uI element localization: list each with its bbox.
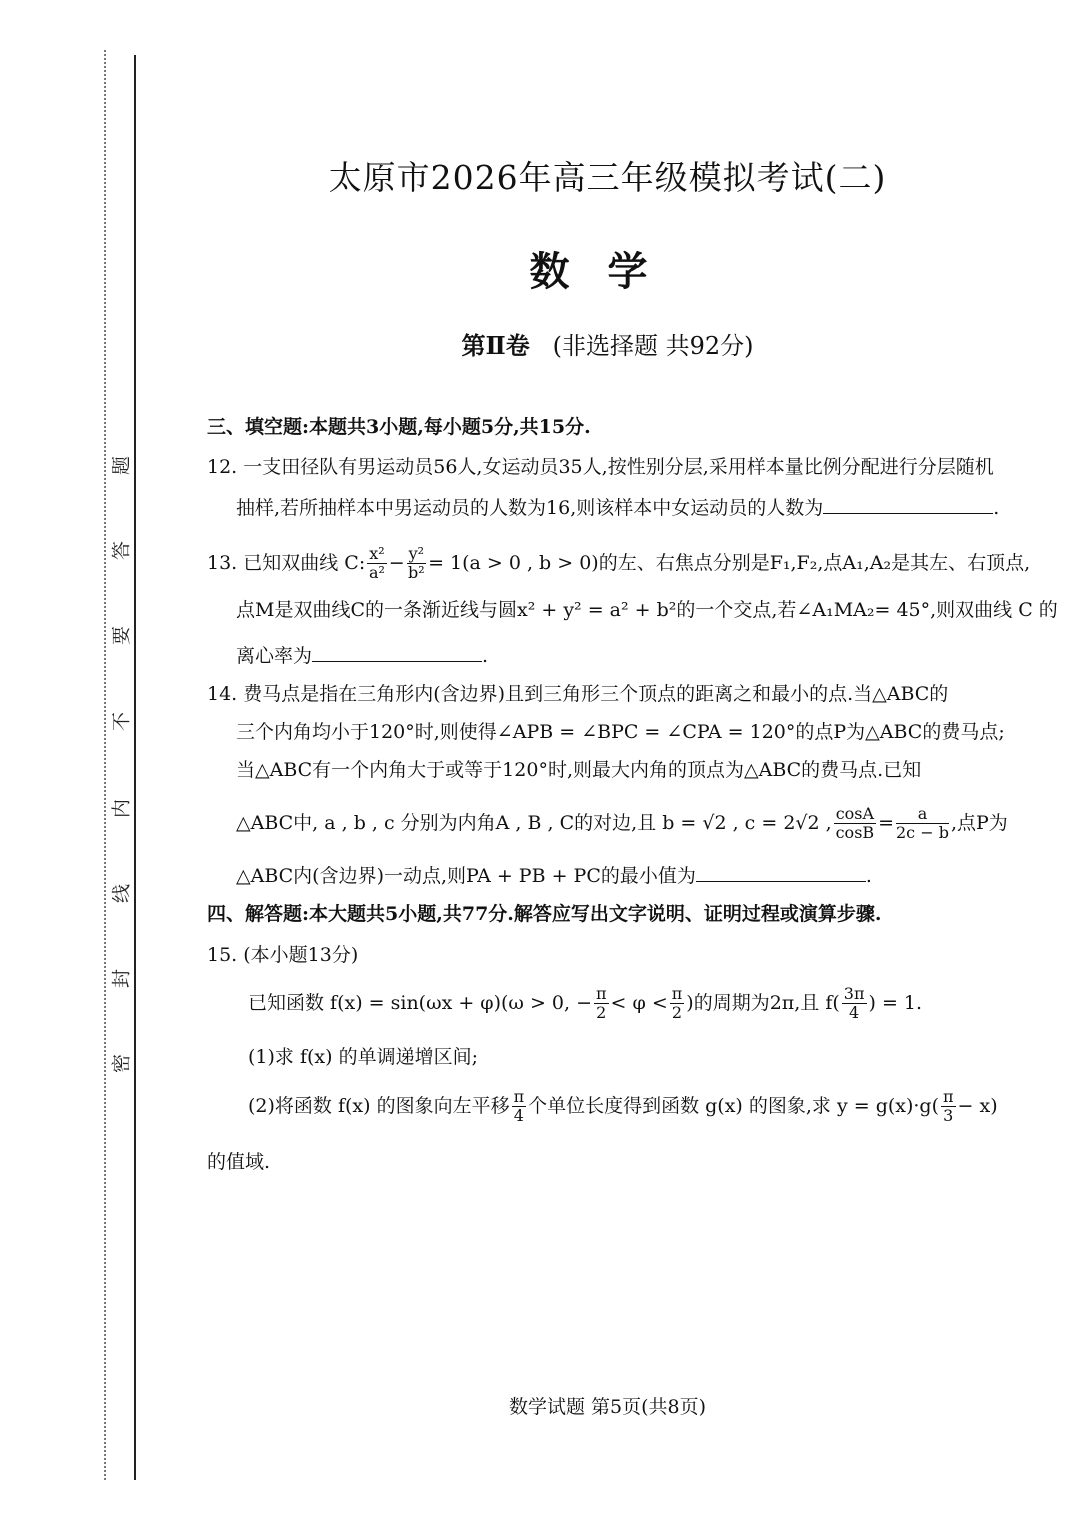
q15-stem — [248, 985, 922, 1023]
seal-char: 不 — [110, 712, 133, 732]
q13-frac-y: $\frac{\text{y²}}{\text{b²}}$ — [408, 544, 425, 583]
q15-mid: < φ < — [610, 991, 668, 1014]
part-heading — [135, 326, 1080, 361]
q13-post: = 1(a > 0 , b > 0)的左、右焦点分别是F₁,F₂,点A₁,A₂是其左、右顶点, — [428, 551, 1031, 574]
exam-title: 太原市2026年高三年级模拟考试(二) — [328, 158, 887, 197]
seal-char: 密 — [110, 1054, 133, 1074]
seal-char: 题 — [110, 456, 133, 476]
q15-frac-3pi4: $\frac{3\pi}{4}$ — [843, 984, 865, 1023]
q12-text: 抽样,若所抽样本中男运动员的人数为16,则该样本中女运动员的人数为 — [236, 497, 824, 519]
q15-frac-pi4: $\frac{\pi}{4}$ — [513, 1087, 525, 1126]
q15-frac-pi2b: $\frac{\pi}{2}$ — [671, 984, 683, 1023]
q13-minus: − — [388, 551, 405, 574]
q14-eq: = — [878, 811, 894, 834]
q12-line2: 抽样,若所抽样本中男运动员的人数为16,则该样本中女运动员的人数为 . — [236, 497, 1000, 519]
q15-part2-post: − x) — [957, 1094, 998, 1117]
q14-frac-cos: $\frac{\cos A}{\cos B}$ — [835, 804, 875, 843]
q13-answer-blank[interactable] — [312, 645, 482, 662]
section3-heading: 三、填空题:本题共3小题,每小题5分,共15分. — [207, 416, 591, 438]
q12-answer-blank[interactable] — [823, 497, 993, 514]
q14-answer-blank[interactable] — [696, 865, 866, 882]
q14-line1: 14. 费马点是指在三角形内(含边界)且到三角形三个顶点的距离之和最小的点.当△ABC的 — [207, 683, 949, 705]
q13-frac-x: $\frac{\text{x²}}{\text{a²}}$ — [368, 544, 385, 583]
q13-line3: 离心率为 . — [236, 645, 489, 667]
q13-line2: 点M是双曲线C的一条渐近线与圆x² + y² = a² + b²的一个交点,若∠A₁MA₂= 45°,则双曲线 C 的 — [236, 599, 1058, 621]
seal-char: 答 — [110, 541, 133, 561]
part-label: 第Ⅱ卷 — [461, 331, 530, 360]
q14-line4 — [236, 805, 1008, 843]
subject-title: 数学 — [529, 248, 686, 295]
page-footer: 数学试题 第5页(共8页) — [508, 1396, 707, 1418]
q15-stem-mid: )的周期为2π,且 f( — [686, 991, 840, 1014]
q13-line1 — [207, 545, 1030, 583]
q14-line5: △ABC内(含边界)一动点,则PA + PB + PC的最小值为 . — [236, 865, 872, 887]
q13-pre: 13. 已知双曲线 C: — [207, 551, 366, 574]
seal-char: 线 — [110, 884, 133, 904]
q15-part2-line2: 的值域. — [207, 1151, 271, 1173]
q15-frac-pi3: $\frac{\pi}{3}$ — [943, 1087, 954, 1126]
seal-char: 内 — [110, 799, 133, 819]
q15-part2 — [248, 1088, 998, 1126]
q15-head: 15. (本小题13分) — [207, 944, 359, 966]
q14-line4-post: ,点P为 — [950, 811, 1008, 834]
seal-dotted-line — [104, 50, 106, 1480]
q15-stem-post: ) = 1. — [868, 991, 923, 1014]
q13-text: 离心率为 — [236, 645, 313, 667]
q12-line1: 12. 一支田径队有男运动员56人,女运动员35人,按性别分层,采用样本量比例分配进行分层随机 — [207, 456, 994, 478]
q14-text: △ABC内(含边界)一动点,则PA + PB + PC的最小值为 — [236, 865, 696, 887]
q14-line3: 当△ABC有一个内角大于或等于120°时,则最大内角的顶点为△ABC的费马点.已知 — [236, 759, 922, 781]
q14-line4-pre: △ABC中, a , b , c 分别为内角A , B , C的对边,且 b = √2 , c = 2√2 , — [236, 811, 832, 834]
q15-frac-pi2: $\frac{\pi}{2}$ — [596, 984, 607, 1023]
q15-stem-pre: 已知函数 f(x) = sin(ωx + φ)(ω > 0, − — [248, 991, 593, 1014]
q14-line2: 三个内角均小于120°时,则使得∠APB = ∠BPC = ∠CPA = 120°的点P为△ABC的费马点; — [236, 721, 1005, 743]
section4-heading: 四、解答题:本大题共5小题,共77分.解答应写出文字说明、证明过程或演算步骤. — [207, 903, 882, 925]
seal-char: 封 — [110, 969, 133, 989]
q15-part2-pre: (2)将函数 f(x) 的图象向左平移 — [248, 1094, 510, 1117]
q14-frac-a: $\frac{a}{2c - b}$ — [895, 804, 949, 843]
q15-part2-mid: 个单位长度得到函数 g(x) 的图象,求 y = g(x)·g( — [528, 1094, 940, 1117]
part-desc: (非选择题 共92分) — [552, 332, 754, 360]
seal-char: 要 — [110, 626, 133, 646]
q15-part1: (1)求 f(x) 的单调递增区间; — [248, 1046, 478, 1068]
